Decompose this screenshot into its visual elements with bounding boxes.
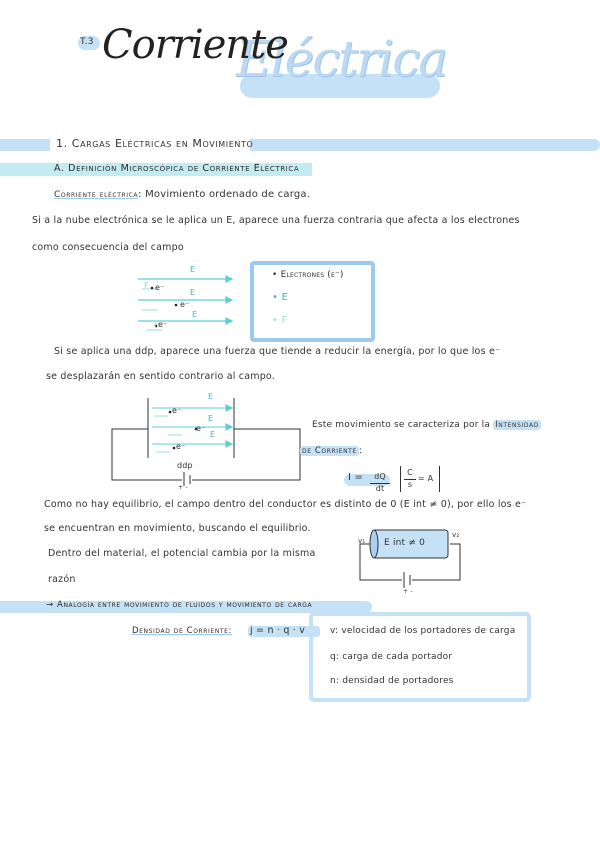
paragraph-2-line-1: Si se aplica una ddp, aparece una fuerza que tiende a reducir la energía, por lo que los e⁻ — [54, 346, 501, 357]
legend-force-label: F — [281, 315, 288, 326]
cap-field-label-1: E — [208, 392, 214, 401]
intensity-note-line-2 — [300, 446, 362, 456]
electron-label-2: e⁻ — [180, 300, 190, 309]
cap-field-label-2: E — [208, 414, 214, 423]
field-label-1: E — [190, 265, 196, 274]
paragraph-3-line-2: se encuentran en movimiento, buscando el equilibrio. — [44, 523, 311, 534]
formula-eq: = — [354, 472, 364, 483]
cap-electron-1: e⁻ — [172, 406, 182, 415]
cap-electron-2: e⁻ — [196, 424, 206, 433]
density-formula: j = n · q · v — [250, 625, 306, 636]
current-highlight: de Corriente — [302, 446, 357, 456]
capacitor-circuit-diagram — [112, 396, 302, 486]
unit-num: C — [407, 468, 413, 477]
legend-field-label: E — [281, 292, 289, 303]
electron-label-3: e⁻ — [158, 320, 168, 329]
section-title: 1. Cargas Eléctricas en Movimiento — [56, 137, 254, 150]
density-legend-n: n: densidad de portadores — [330, 676, 454, 686]
intensity-highlight: Intensidad — [495, 420, 539, 430]
field-label-2: E — [190, 288, 196, 297]
paragraph-4-line-2: razón — [48, 574, 76, 585]
paragraph-1-line-1: Si a la nube electrónica se le aplica un E, aparece una fuerza contraria que afecta a los electrones — [32, 215, 520, 226]
cap-polarity: + - — [178, 484, 188, 491]
definition — [54, 189, 310, 200]
formula-num: dQ — [374, 472, 386, 481]
cap-field-label-3: E — [210, 430, 216, 439]
page-title: Corriente — [102, 22, 288, 68]
intensity-note-pre: Este movimiento se caracteriza por la — [312, 420, 494, 430]
density-legend-q: q: carga de cada portador — [330, 652, 453, 662]
force-label-2: F — [154, 320, 159, 329]
legend-field: • E — [272, 292, 289, 303]
internal-field-label: E int ≠ 0 — [384, 538, 426, 548]
intensity-note-post: : — [358, 446, 363, 456]
intensity-note-line-1 — [312, 420, 541, 430]
subsection-title: A. Definición Microscópica de Corriente Eléctrica — [54, 163, 300, 174]
force-label-1: F — [144, 281, 149, 290]
paragraph-4-line-1: Dentro del material, el potencial cambia por la misma — [48, 548, 316, 559]
field-label-3: E — [192, 310, 198, 319]
analogy-title: → Analogía entre movimiento de fluidos y movimiento de carga — [46, 600, 313, 610]
definition-text: : Movimiento ordenado de carga. — [138, 189, 311, 200]
formula-i: I — [348, 472, 352, 483]
chapter-tag: T.3 — [80, 37, 94, 47]
paragraph-2-line-2: se desplazarán en sentido contrario al campo. — [46, 371, 275, 382]
title-accent: Eléctrica — [236, 30, 446, 88]
density-legend-v: v: velocidad de los portadores de carga — [330, 626, 516, 636]
formula-lhs — [348, 472, 363, 483]
potential-v1: v₁ — [358, 537, 366, 545]
legend-electrons: • Electrones (e⁻) — [272, 270, 344, 280]
unit-result: = A — [418, 474, 434, 483]
paragraph-3-line-1: Como no hay equilibrio, el campo dentro del conductor es distinto de 0 (E int ≠ 0), por ello los e⁻ — [44, 499, 527, 510]
ddp-label: ddp — [177, 461, 193, 470]
definition-term: Corriente eléctrica — [54, 190, 139, 200]
electron-label-1: e⁻ — [155, 283, 165, 292]
formula-den: dt — [375, 484, 385, 493]
potential-v2: v₂ — [452, 531, 460, 539]
density-label: Densidad de Corriente: — [132, 626, 233, 636]
legend-force: • F — [272, 315, 288, 326]
cap-electron-3: e⁻ — [176, 442, 186, 451]
paragraph-1-line-2: como consecuencia del campo — [32, 242, 184, 253]
unit-den: s — [407, 480, 413, 489]
conductor-polarity: + - — [403, 588, 413, 595]
